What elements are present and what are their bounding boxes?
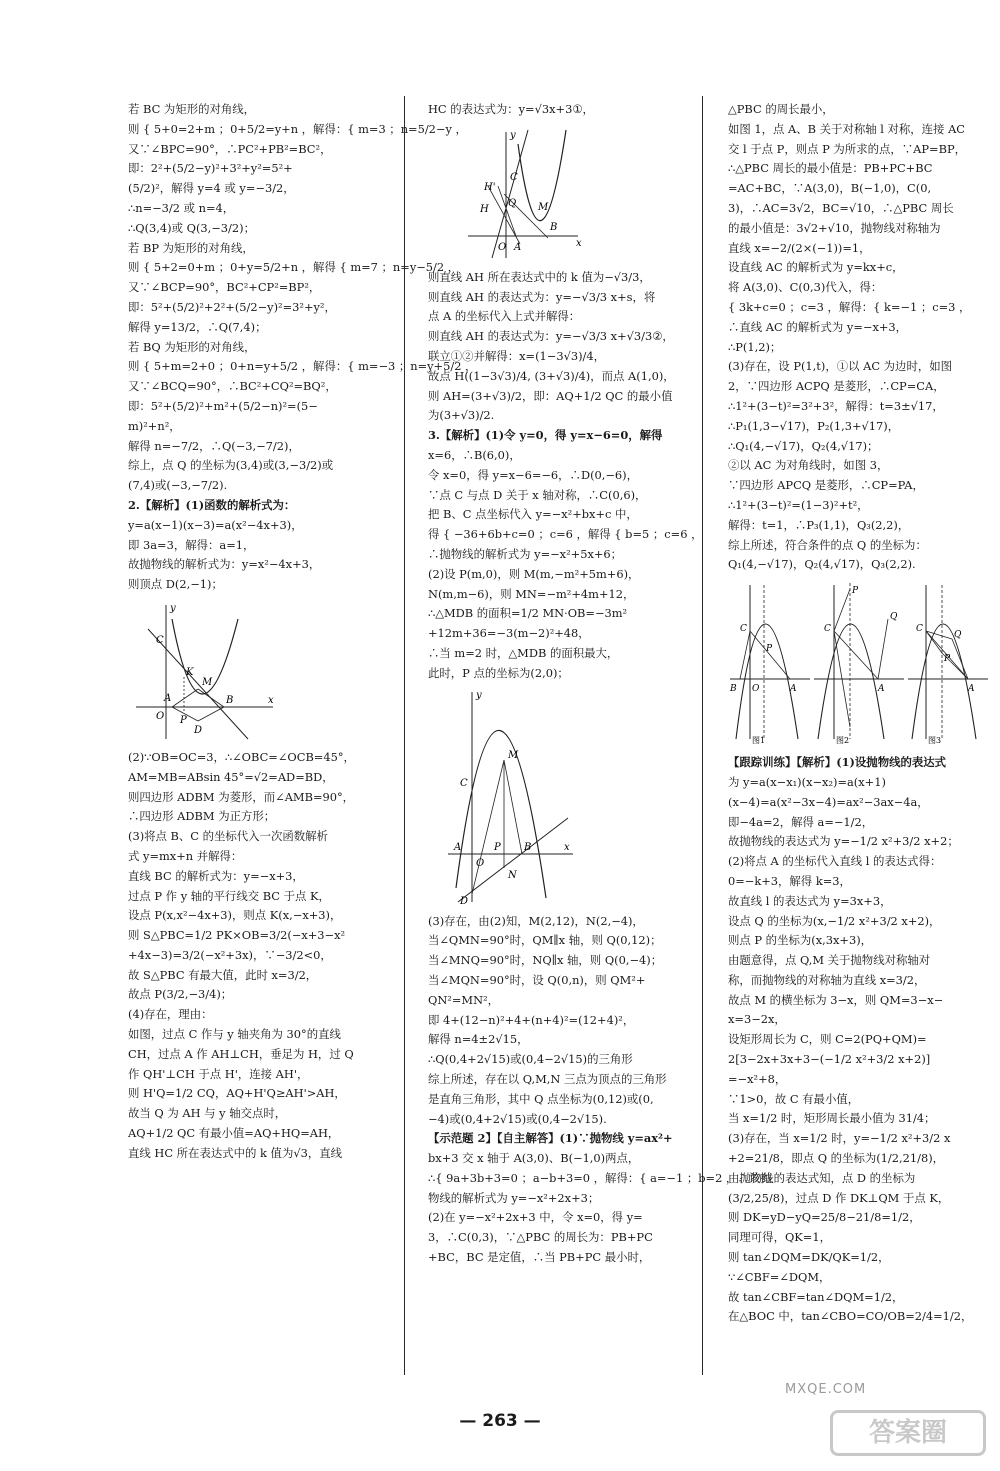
text-line: 则 { 5+0=2+m ；0+5/2=y+n ，解得：{ m=3 ；n=5/2−y ，	[128, 121, 467, 136]
segment-dm	[472, 760, 504, 894]
text-line: 直线 HC 所在表达式中的 k 值为√3，直线	[128, 1145, 343, 1160]
fig2-caption: 图2	[836, 736, 850, 746]
text-line: 则 AH=(3+√3)/2，即：AQ+1/2 QC 的最小值	[428, 388, 673, 403]
text-line: ∴Q(3,4)或 Q(3,−3/2)；	[128, 220, 255, 235]
line-bd	[458, 818, 568, 902]
page-number: — 263 —	[459, 1411, 541, 1431]
text-line: y=a(x−1)(x−3)=a(x²−4x+3)，	[128, 517, 303, 532]
label-x: x	[564, 841, 570, 853]
text-line: CH，过点 A 作 AH⊥CH，垂足为 H，过 Q	[128, 1046, 354, 1061]
col2-block-1	[428, 100, 690, 120]
parabola-figure-1	[128, 599, 390, 744]
label-b: B	[524, 841, 532, 853]
text-line: 故当 Q 为 AH 与 y 轴交点时，	[128, 1106, 287, 1121]
figure-1	[729, 585, 810, 745]
text-line: 则 tan∠DQM=DK/QK=1/2，	[728, 1250, 890, 1265]
section-follow-up-title: 【跟踪训练】【解析】(1)设抛物线的表达式	[728, 755, 947, 770]
section-2-title: 2.【解析】(1)函数的解析式为：	[128, 497, 296, 512]
text-line: +BC，BC 是定值，∴当 PB+PC 最小时，	[428, 1250, 651, 1265]
col1-block-2	[128, 516, 390, 595]
parabola-curve	[456, 730, 546, 898]
text-line: ②以 AC 为对角线时，如图 3，	[728, 458, 889, 473]
label-d: D	[460, 895, 469, 907]
text-line: 即：5²+(5/2)²+2²+(5/2−y)²=3²+y²，	[128, 299, 336, 314]
text-line: 设点 P(x,x²−4x+3)，则点 K(x,−x+3)，	[128, 908, 342, 923]
column-3	[728, 100, 994, 1379]
text-line: 当∠MQN=90°时，设 Q(0,n)，则 QM²+	[428, 972, 646, 987]
text-line: 故点 H((1−3√3)/4, (3+√3)/4)，而点 A(1,0)，	[428, 368, 675, 383]
text-line: 物线的解析式为 y=−x²+2x+3；	[428, 1190, 600, 1205]
text-line: (x−4)=a(x²−3x−4)=ax²−3ax−4a，	[728, 794, 929, 809]
watermark: MXQE.COM	[785, 1382, 867, 1397]
text-line: (7,4)或(−3,−7/2).	[128, 478, 228, 493]
text-line: 的最小值是：3√2+√10，抛物线对称轴为	[728, 220, 941, 235]
text-line: AM=MB=ABsin 45°=√2=AD=BD，	[128, 769, 334, 784]
text-line: ∵1>0，故 C 有最小值，	[728, 1091, 860, 1106]
label-a: A	[454, 841, 462, 853]
text-line: 即：2²+(5/2−y)²+3²+y²=5²+	[128, 161, 293, 176]
label-y: y	[510, 129, 516, 141]
text-line: 由题意得，点 Q,M 关于抛物线对称轴对	[728, 953, 931, 968]
parabola-figure-1-svg	[128, 599, 278, 744]
text-line: 即 3a=3，解得：a=1，	[128, 537, 255, 552]
fig2-label-c: C	[824, 624, 831, 635]
text-line: ∵点 C 与点 D 关于 x 轴对称，∴C(0,6)，	[428, 487, 647, 502]
fig1-caption: 图1	[752, 736, 766, 746]
text-line: bx+3 交 x 轴于 A(3,0)、B(−1,0)两点，	[428, 1151, 640, 1166]
col2-block-3	[428, 446, 703, 684]
label-d: D	[194, 724, 203, 736]
text-line: 此时，P 点的坐标为(2,0)；	[428, 665, 569, 680]
text-line: −4)或(0,4+2√15)或(0,4−2√15).	[428, 1111, 607, 1126]
text-line: ∴△MDB 的面积=1/2 MN·OB=−3m²	[428, 606, 628, 621]
text-line: AQ+1/2 QC 有最小值=AQ+HQ=AH，	[128, 1126, 340, 1141]
text-line: 点 A 的坐标代入上式并解得：	[428, 309, 581, 324]
label-m: M	[508, 749, 519, 761]
figure-3	[908, 585, 988, 745]
text-line: (4)存在，理由：	[128, 1007, 213, 1022]
figure-2	[814, 583, 904, 745]
text-line: x=3−2x，	[728, 1012, 786, 1027]
col2-block-4	[428, 912, 690, 1130]
text-line: 是直角三角形，其中 Q 点坐标为(0,12)或(0,	[428, 1091, 654, 1106]
text-line: 直线 x=−2/(2×(−1))=1，	[728, 240, 871, 255]
text-line: 当∠MNQ=90°时，NQ∥x 轴，则 Q(0,−4)；	[428, 953, 663, 968]
label-b: B	[226, 694, 234, 706]
text-line: 当 x=1/2 时，矩形周长最小值为 31/4；	[728, 1111, 936, 1126]
text-line: 3，∴C(0,3)，∵△PBC 的周长为：PB+PC	[428, 1230, 653, 1245]
parabola-figure-3-svg	[428, 688, 578, 908]
label-h: H	[480, 203, 489, 215]
label-o: O	[156, 710, 165, 722]
label-h1: H'	[484, 181, 496, 193]
text-line: ∴1²+(3−t)²=(1−3)²+t²，	[728, 497, 869, 512]
text-line: 称，而抛物线的对称轴为直线 x=3/2，	[728, 972, 926, 987]
text-line: ∵∠CBF=∠DQM，	[728, 1269, 831, 1284]
segment-db	[198, 707, 224, 721]
line-hc	[492, 130, 528, 258]
text-line: 则 S△PBC=1/2 PK×OB=3/2(−x+3−x²	[128, 928, 346, 943]
fig1-label-p: P	[766, 644, 773, 655]
text-line: ∴Q(0,4+2√15)或(0,4−2√15)的三角形	[428, 1052, 633, 1067]
text-line: 又∵∠BCQ=90°，∴BC²+CQ²=BQ²，	[128, 379, 337, 394]
line-ah	[488, 186, 520, 244]
text-line: 则顶点 D(2,−1)；	[128, 577, 223, 592]
text-line: (2)在 y=−x²+2x+3 中，令 x=0，得 y=	[428, 1210, 643, 1225]
text-line: 当∠QMN=90°时，QM∥x 轴，则 Q(0,12)；	[428, 933, 662, 948]
text-line: 0=−k+3，解得 k=3，	[728, 873, 851, 888]
fig1-label-a: A	[790, 684, 797, 695]
text-line: 为(3+√3)/2.	[428, 408, 495, 423]
fig2-label-q: Q	[890, 612, 898, 623]
text-line: ∴n=−3/2 或 n=4，	[128, 200, 235, 215]
col2-block-5	[428, 1149, 772, 1268]
text-line: 得 { −36+6b+c=0 ；c=6 ，解得 { b=5 ；c=6 ，	[428, 527, 703, 542]
text-line: 则点 P 的坐标为(x,3x+3)，	[728, 933, 873, 948]
text-line: 则 { 5+m=2+0 ；0+n=y+5/2 ，解得：{ m=−3 ；n=y+5/2 ，	[128, 359, 477, 374]
text-line: 即：5²+(5/2)²+m²+(5/2−n)²=(5−	[128, 398, 318, 413]
text-line: 设直线 AC 的解析式为 y=kx+c，	[728, 260, 904, 275]
text-line: ∴Q₁(4,−√17)，Q₂(4,√17)；	[728, 438, 879, 453]
parabola-figure-3	[428, 688, 690, 908]
fig3-label-p: P	[944, 654, 951, 665]
label-c: C	[156, 634, 164, 646]
three-figures	[728, 579, 994, 749]
section-3-title: 3.【解析】(1)令 y=0，得 y=x−6=0，解得	[428, 428, 663, 443]
label-c: C	[460, 777, 468, 789]
text-line: 设点 Q 的坐标为(x,−1/2 x²+3/2 x+2)，	[728, 913, 941, 928]
label-q: Q	[508, 197, 517, 209]
text-line: N(m,m−6)，则 MN=−m²+4m+12，	[428, 586, 635, 601]
text-line: (3)将点 B、C 的坐标代入一次函数解析	[128, 829, 328, 844]
label-b: B	[550, 221, 558, 233]
text-line: 解得：t=1，∴P₃(1,1)，Q₃(2,2)，	[728, 517, 910, 532]
section-example-2-title: 【示范题 2】【自主解答】(1)∵抛物线 y=ax²+	[428, 1131, 673, 1146]
label-m: M	[538, 201, 549, 213]
text-line: x=6，∴B(6,0)，	[428, 447, 521, 462]
fig1-label-o: O	[752, 684, 760, 695]
fig3-label-q: Q	[954, 630, 962, 641]
text-line: 在△BOC 中，tan∠CBO=CO/OB=2/4=1/2，	[728, 1309, 973, 1324]
text-line: 则 DK=yD−yQ=25/8−21/8=1/2，	[728, 1210, 921, 1225]
label-c: C	[510, 171, 518, 183]
text-line: 把 B、C 点坐标代入 y=−x²+bx+c 中，	[428, 507, 638, 522]
fig2-label-p: P	[852, 586, 859, 597]
text-line: 设矩形周长为 C，则 C=2(PQ+QM)=	[728, 1032, 927, 1047]
label-p: P	[494, 841, 501, 853]
text-line: 由抛物线的表达式知，点 D 的坐标为	[728, 1170, 916, 1185]
text-line: (2)将点 A 的坐标代入直线 l 的表达式得：	[728, 854, 942, 869]
text-line: ∴P₁(1,3−√17)，P₂(1,3+√17)，	[728, 418, 900, 433]
text-line: 则直线 AH 的表达式为：y=−√3/3 x+s，将	[428, 289, 656, 304]
label-o: O	[476, 857, 485, 869]
text-line: 综上所述，存在以 Q,M,N 三点为顶点的三角形	[428, 1071, 667, 1086]
text-line: 如图，过点 C 作与 y 轴夹角为 30°的直线	[128, 1027, 341, 1042]
text-line: 令 x=0，得 y=x−6=−6，∴D(0,−6)，	[428, 467, 639, 482]
fig3-caption: 图3	[928, 736, 942, 746]
text-line: { 3k+c=0 ；c=3 ，解得：{ k=−1 ；c=3 ，	[728, 299, 971, 314]
text-line: 即 4+(12−n)²+4+(n+4)²=(12+4)²，	[428, 1012, 635, 1027]
label-a: A	[514, 241, 522, 253]
text-line: m)²+n²，	[128, 418, 181, 433]
text-line: 将 A(3,0)、C(0,3)代入，得：	[728, 280, 883, 295]
text-line: ∴{ 9a+3b+3=0 ；a−b+3=0 ，解得：{ a=−1 ；b=2 ，∴该抛	[428, 1170, 772, 1185]
text-line: 直线 BC 的解析式为：y=−x+3，	[128, 868, 304, 883]
text-line: 故直线 l 的表达式为 y=3x+3，	[728, 893, 892, 908]
text-line: Q₁(4,−√17)，Q₂(4,√17)，Q₃(2,2).	[728, 557, 916, 572]
text-line: =−x²+8，	[728, 1071, 787, 1086]
text-line: (2)设 P(m,0)，则 M(m,−m²+5m+6)，	[428, 566, 640, 581]
label-n: N	[508, 869, 517, 881]
text-line: ∵四边形 APCQ 是菱形，∴CP=PA，	[728, 478, 924, 493]
fig1-label-c: C	[740, 624, 747, 635]
text-line: ∴P(1,2)；	[728, 339, 782, 354]
text-line: 综上所述，符合条件的点 Q 的坐标为：	[728, 537, 927, 552]
text-line: 则四边形 ADBM 为菱形，而∠AMB=90°，	[128, 789, 355, 804]
text-line: 若 BP 为矩形的对角线，	[128, 240, 254, 255]
text-line: 故抛物线的解析式为：y=x²−4x+3，	[128, 557, 321, 572]
label-o: O	[498, 241, 507, 253]
text-line: 若 BC 为矩形的对角线，	[128, 102, 256, 116]
text-line: 又∵∠BPC=90°，∴PC²+PB²=BC²，	[128, 141, 332, 156]
text-line: 交 l 于点 P，则点 P 为所求的点，∵AP=BP，	[728, 141, 967, 156]
segment-am	[172, 689, 198, 707]
text-line: 3)，∴AC=3√2，BC=√10，∴△PBC 周长	[728, 200, 954, 215]
text-line: 则直线 AH 的表达式为：y=−√3/3 x+√3/3②，	[428, 329, 674, 344]
text-line: 故点 P(3/2,−3/4)；	[128, 987, 233, 1002]
text-line: 故抛物线的表达式为 y=−1/2 x²+3/2 x+2；	[728, 834, 959, 849]
text-line: 若 BQ 为矩形的对角线，	[128, 339, 256, 354]
fig3-label-c: C	[916, 624, 923, 635]
text-line: (3/2,25/8)，过点 D 作 DK⊥QM 于点 K，	[728, 1190, 950, 1205]
col1-block-3	[128, 748, 390, 1164]
label-k: K	[186, 666, 194, 678]
parabola-figure-2-svg	[428, 124, 588, 264]
text-line: 解得 n=4±2√15，	[428, 1032, 529, 1047]
text-line: 联立①②并解得：x=(1−3√3)/4，	[428, 348, 606, 363]
text-line: 综上，点 Q 的坐标为(3,4)或(3,−3/2)或	[128, 458, 334, 473]
label-x: x	[268, 694, 274, 706]
text-line: 同理可得，QK=1，	[728, 1230, 831, 1245]
text-line: ∴四边形 ADBM 为正方形；	[128, 809, 276, 824]
text-line: 即−4a=2，解得 a=−1/2，	[728, 814, 874, 829]
label-m: M	[202, 676, 213, 688]
text-line: (5/2)²，解得 y=4 或 y=−3/2，	[128, 181, 295, 196]
text-line: 过点 P 作 y 轴的平行线交 BC 于点 K，	[128, 888, 330, 903]
text-line: (3)存在，当 x=1/2 时，y=−1/2 x²+3/2 x	[728, 1131, 951, 1146]
fig3-label-a: A	[968, 684, 975, 695]
text-line: △PBC 的周长最小，	[728, 102, 834, 116]
text-line: 故点 M 的横坐标为 3−x，则 QM=3−x−	[728, 992, 944, 1007]
text-line: 故 S△PBC 有最大值，此时 x=3/2，	[128, 967, 318, 982]
text-line: 2[3−2x+3x+3−(−1/2 x²+3/2 x+2)]	[728, 1052, 931, 1067]
segment-mb	[198, 689, 224, 707]
text-line: 2，∵四边形 ACPQ 是菱形，∴CP=CA，	[728, 379, 945, 394]
text-line: 则直线 AH 所在表达式中的 k 值为−√3/3，	[428, 269, 651, 284]
text-line: (2)∵OB=OC=3，∴∠OBC=∠OCB=45°，	[128, 749, 355, 764]
col3-block-1	[728, 100, 994, 575]
text-line: ∴△PBC 周长的最小值是：PB+PC+BC	[728, 161, 933, 176]
fig2-label-a: A	[878, 684, 885, 695]
text-line: 解得 y=13/2，∴Q(7,4)；	[128, 319, 267, 334]
text-line: =AC+BC，∵A(3,0)，B(−1,0)，C(0,	[728, 181, 932, 196]
label-a: A	[164, 692, 172, 704]
text-line: QN²=MN²，	[428, 992, 500, 1007]
text-line: HC 的表达式为：y=√3x+3①，	[428, 102, 594, 116]
text-line: +12m+36=−3(m−2)²+48，	[428, 626, 590, 641]
text-line: ∴抛物线的解析式为 y=−x²+5x+6；	[428, 546, 623, 561]
label-p: P	[180, 714, 187, 726]
col2-block-2	[428, 268, 690, 426]
text-line: +4x−3)=3/2(−x²+3x)，∵−3/2<0，	[128, 947, 332, 962]
text-line: 作 QH'⊥CH 于点 H'，连接 AH'，	[128, 1066, 309, 1081]
text-line: 如图 1，点 A、B 关于对称轴 l 对称，连接 AC	[728, 121, 966, 136]
parabola-figure-2	[428, 124, 690, 264]
text-line: (3)存在，设 P(1,t)，①以 AC 为边时，如图	[728, 359, 953, 374]
fig1-label-b: B	[730, 684, 737, 695]
text-line: 又∵∠BCP=90°，BC²+CP²=BP²，	[128, 280, 321, 295]
segment-mb	[504, 760, 522, 854]
col3-block-2	[728, 773, 994, 1327]
label-y: y	[170, 602, 176, 614]
text-line: 式 y=mx+n 并解得：	[128, 848, 243, 863]
watermark-logo: 答案圈	[830, 1410, 986, 1456]
text-line: 为 y=a(x−x₁)(x−x₂)=a(x+1)	[728, 774, 886, 789]
text-line: 则 H'Q=1/2 CQ，AQ+H'Q≥AH'>AH，	[128, 1086, 346, 1101]
text-line: (3)存在，由(2)知，M(2,12)，N(2,−4)，	[428, 913, 644, 928]
text-line: ∴1²+(3−t)²=3²+3²，解得：t=3±√17，	[728, 398, 944, 413]
text-line: ∴当 m=2 时，△MDB 的面积最大，	[428, 645, 619, 660]
text-line: 解得 n=−7/2，∴Q(−3,−7/2)，	[128, 438, 300, 453]
label-y: y	[476, 689, 482, 701]
column-divider-1	[404, 96, 405, 1375]
text-line: 故 tan∠CBF=tan∠DQM=1/2，	[728, 1289, 904, 1304]
label-x: x	[576, 237, 582, 249]
three-figures-svg	[728, 579, 990, 749]
text-line: ∴直线 AC 的解析式为 y=−x+3，	[728, 319, 908, 334]
text-line: 则 { 5+2=0+m ；0+y=5/2+n ，解得 { m=7 ；n=y−5/2 ，	[128, 260, 460, 275]
text-line: +2=21/8，即点 Q 的坐标为(1/2,21/8)，	[728, 1151, 945, 1166]
